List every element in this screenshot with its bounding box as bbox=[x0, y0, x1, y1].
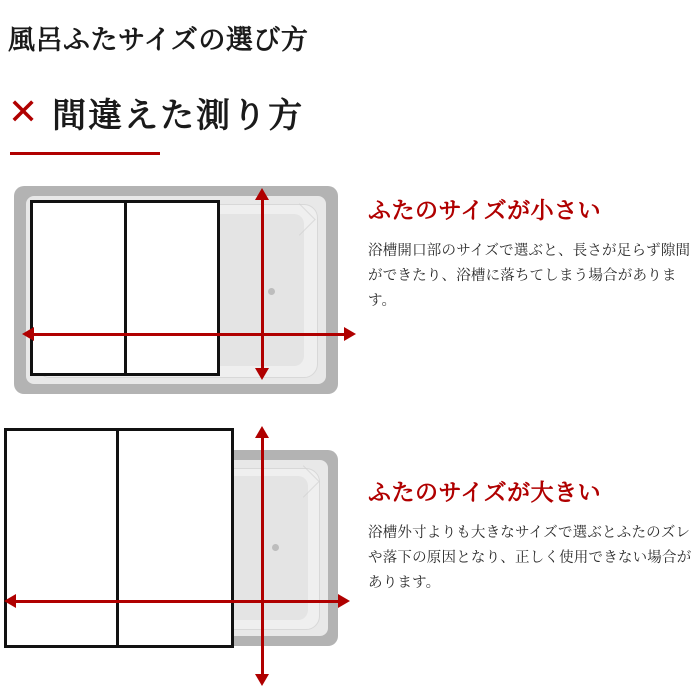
page-title: 風呂ふたサイズの選び方 bbox=[8, 25, 309, 55]
depth-arrow-line bbox=[261, 438, 264, 676]
section-title-row bbox=[8, 88, 304, 137]
section-title: 間違えた測り方 bbox=[52, 97, 305, 135]
width-arrow-head-right bbox=[344, 327, 356, 341]
drain-icon bbox=[268, 288, 275, 295]
description-body: 浴槽外寸よりも大きなサイズで選ぶとふたのズレや落下の原因となり、正しく使用できない場合があります。 bbox=[368, 525, 692, 591]
description-heading: ふたのサイズが大きい bbox=[368, 479, 602, 505]
lid-panel-divider bbox=[116, 428, 119, 648]
depth-arrow-line bbox=[261, 200, 264, 370]
description-heading: ふたのサイズが小さい bbox=[368, 197, 602, 223]
depth-arrow-head-top bbox=[255, 188, 269, 200]
width-arrow-line bbox=[34, 333, 346, 336]
diagram-canvas-b bbox=[0, 420, 352, 680]
depth-arrow-head-top bbox=[255, 426, 269, 438]
width-arrow-head-left bbox=[22, 327, 34, 341]
width-arrow-head-left bbox=[4, 594, 16, 608]
title-underline-divider bbox=[10, 152, 160, 155]
diagram-canvas-a bbox=[0, 178, 352, 398]
width-arrow-head-right bbox=[338, 594, 350, 608]
description-block-big bbox=[368, 474, 694, 596]
drain-icon bbox=[272, 544, 279, 551]
description-body: 浴槽開口部のサイズで選ぶと、長さが足らず隙間ができたり、浴槽に落ちてしまう場合があります。 bbox=[368, 243, 691, 309]
depth-arrow-head-bottom bbox=[255, 674, 269, 686]
lid-panel bbox=[4, 428, 234, 648]
lid-panel-divider bbox=[124, 200, 127, 376]
diagram-lid-too-small bbox=[0, 178, 352, 398]
x-mark-icon: ✕ bbox=[8, 91, 39, 133]
description-block-small bbox=[368, 192, 694, 314]
width-arrow-line bbox=[16, 600, 340, 603]
diagram-lid-too-big bbox=[0, 420, 352, 680]
depth-arrow-head-bottom bbox=[255, 368, 269, 380]
